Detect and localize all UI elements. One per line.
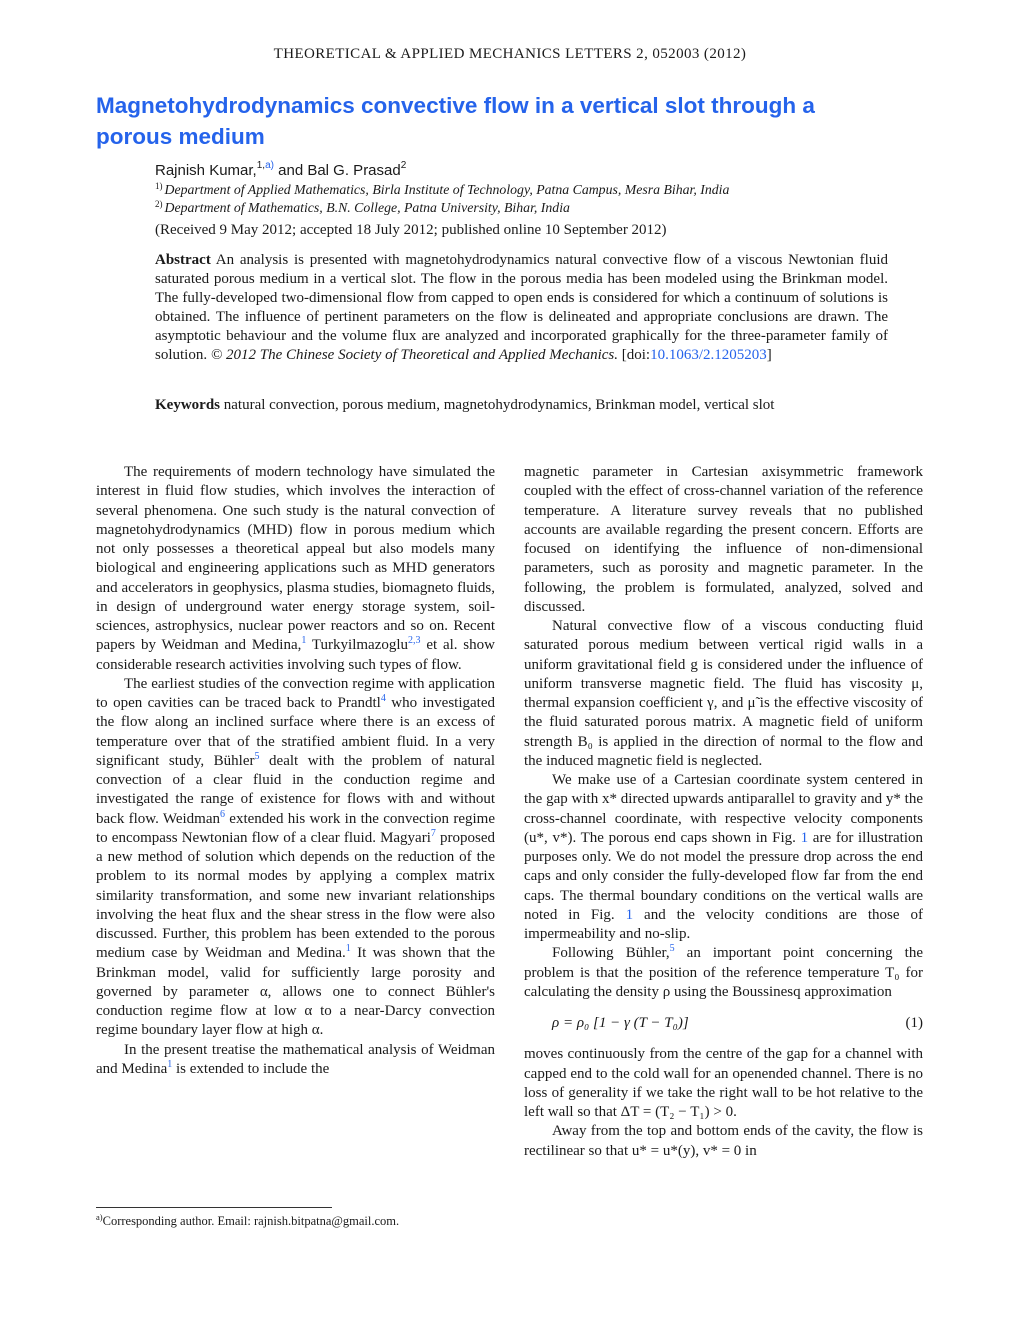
footnote-mark: a) bbox=[96, 1212, 103, 1222]
abstract-text: An analysis is presented with magnetohydrodynamics natural convective flow of a viscous Newtonian fluid saturated porous medium in a vertical slot. The flow in the porous media has been modeled using the Brinkman model. The fully-developed two-dimensional flow from capped to open ends is considered for which a continuum of solutions is obtained. The influence of pertinent parameters on the flow is delineated and appropriate conclusions are drawn. The asymptotic behaviour and the volume flux are analyzed and incorporated graphically for the three-parameter family of solution. bbox=[155, 252, 888, 363]
author-1: Rajnish Kumar, bbox=[155, 162, 257, 179]
copyright-notice: © 2012 The Chinese Society of Theoretical and Applied Mechanics. bbox=[210, 347, 618, 363]
doi-prefix: [doi: bbox=[621, 347, 651, 363]
keywords-text: natural convection, porous medium, magnetohydrodynamics, Brinkman model, vertical slot bbox=[223, 397, 775, 413]
citation-link[interactable]: 1 bbox=[345, 943, 351, 955]
right-column bbox=[524, 463, 923, 1161]
article-title: Magnetohydrodynamics convective flow in a vertical slot through a porous medium bbox=[96, 93, 815, 149]
affiliation-2-text: Department of Mathematics, B.N. College, Patna University, Bihar, India bbox=[164, 200, 570, 215]
citation-link[interactable]: 5 bbox=[254, 750, 260, 762]
footnote-divider bbox=[96, 1207, 332, 1208]
doi-link[interactable]: 10.1063/2.1205203 bbox=[650, 347, 767, 363]
author-line bbox=[155, 160, 406, 179]
footnote-text: Corresponding author. Email: rajnish.bitpatna@gmail.com. bbox=[102, 1214, 400, 1228]
doi-suffix: ] bbox=[766, 347, 772, 363]
abstract-label: Abstract bbox=[155, 252, 211, 268]
affiliation-2 bbox=[155, 199, 570, 216]
citation-link[interactable]: 1 bbox=[301, 635, 307, 647]
author-1-affil-mark: 1,a) bbox=[256, 160, 274, 171]
running-head: THEORETICAL & APPLIED MECHANICS LETTERS 2, 052003 (2012) bbox=[273, 46, 747, 62]
affiliation-1 bbox=[155, 181, 729, 198]
left-paragraph-3: In the present treatise the mathematical analysis of Weidman and Medina$^1$ is extended to include the bbox=[96, 1041, 495, 1077]
figure-link[interactable]: 1 bbox=[800, 829, 809, 846]
equation-1 bbox=[524, 1014, 923, 1033]
right-paragraph-1: magnetic parameter in Cartesian axisymmetric framework coupled with the effect of cross-channel variation of the reference temperature. A literature survey reveals that no published accounts are available regarding the present concern. Efforts are focused on identifying the influence of non-dimensional parameters, such as porosity and magnetic parameter. In the following, the problem is formulated, analyzed, solved and discussed. bbox=[524, 464, 923, 615]
citation-link[interactable]: 5 bbox=[669, 943, 675, 955]
keywords bbox=[155, 396, 888, 415]
figure-link[interactable]: 1 bbox=[625, 906, 634, 923]
affiliation-1-text: Department of Applied Mathematics, Birla Institute of Technology, Patna Campus, Mesra Bihar, India bbox=[164, 182, 730, 197]
right-paragraph-3: We make use of a Cartesian coordinate system centered in the gap with x* directed upwards antiparallel to gravity and y* the cross-channel coordinate, with respective velocity components (u*, v*). The porous end caps shown in Fig. 1 are for illustration purposes only. We do not model the pressure drop across the end caps and only consider the fully-developed flow far from the end caps. The thermal boundary conditions on the vertical walls are noted in Fig. 1 and the velocity conditions are those of impermeability and no-slip. bbox=[524, 772, 924, 942]
received-dates: (Received 9 May 2012; accepted 18 July 2012; published online 10 September 2012) bbox=[155, 222, 667, 238]
left-paragraph-1: The requirements of modern technology have simulated the interest in fluid flow studies, which involves the interaction of several phenomena. One such study is the natural convection of magnetohydrodynamics (MHD) flow in porous medium which not only possesses a theoretical appeal but also models many biological and engineering applications such as MHD generators and accelerators in geophysics, plasma studies, biomagneto fluids, in design of underground water energy storage system, soil-sciences, astrophysics, nuclear power reactors and so on. Recent papers by Weidman and Medina,$^1$ Turkyilmazoglu$^{2,3}$ et al. show considerable research activities involving such types of flow. bbox=[96, 464, 495, 673]
left-column bbox=[96, 463, 495, 1079]
author-2-affil-mark: 2 bbox=[400, 160, 407, 171]
citation-link[interactable]: 4 bbox=[380, 693, 386, 704]
citation-link[interactable]: 7 bbox=[430, 827, 436, 839]
left-paragraph-2: The earliest studies of the convection regime with application to open cavities can be traced back to Prandtl$^4$ who investigated the flow along an inclined surface where there is an excess of temperature over that of the stratified ambient fluid. In a very significant study, Bühler$^5$ dealt with the problem of natural convection of a clear fluid in the conduction regime and investigated the range of existence for flows with and without back flow. Weidman$^6$ extended his work in the convection regime to encompass Newtonian flow of a clear fluid. Magyari$^7$ proposed a new method of solution which depends on the reduction of the problem to its normal modes by applying a complex matrix similarity transformation, and some new invariant relationships involving the heat flux and the shear stress in the flow were also discussed. Further, this problem has been extended to the porous medium case by Weidman and Medina.$^1$ It was shown that the Brinkman model, valid for sufficiently large porosity and governed by parameter α, allows one to connect Bühler's conduction regime flow at low α to a near-Darcy convection regime boundary layer flow at high α. bbox=[96, 675, 495, 1039]
citation-link[interactable]: 1 bbox=[167, 1058, 173, 1070]
affiliation-2-mark: 2) bbox=[155, 199, 163, 209]
equation-number: (1) bbox=[905, 1015, 923, 1031]
citation-link[interactable]: 6 bbox=[220, 808, 226, 820]
keywords-label: Keywords bbox=[155, 397, 220, 413]
right-paragraph-6: Away from the top and bottom ends of the cavity, the flow is rectilinear so that u* = u*(y), v* = 0 in bbox=[524, 1123, 923, 1159]
abstract bbox=[155, 251, 888, 365]
affiliation-1-mark: 1) bbox=[155, 181, 163, 191]
equation-body: ρ = ρ₀ [1 − γ (T − T₀)] bbox=[552, 1015, 689, 1031]
right-paragraph-5: moves continuously from the centre of the gap for a channel with capped end to the cold wall for an openended channel. There is no loss of generality if we take the right wall to be hot relative to the left wall so that ΔT = (T₂ − T₁) > 0. bbox=[524, 1046, 923, 1120]
citation-link[interactable]: 2,3 bbox=[408, 635, 421, 647]
right-paragraph-2: Natural convective flow of a viscous conducting fluid saturated porous medium between vertical rigid walls in a uniform gravitational field g is considered under the influence of uniform transverse magnetic field. The fluid has viscosity μ, thermal expansion coefficient γ, and μ̃ is the effective viscosity of the fluid saturated porous matrix. A magnetic field of uniform strength B₀ is applied in the direction of normal to the flow and the induced magnetic field is neglected. bbox=[524, 618, 923, 769]
corresponding-author-link[interactable]: a) bbox=[265, 160, 274, 171]
right-paragraph-4: Following Bühler,$^5$ an important point concerning the problem is that the position of the reference temperature T₀ for calculating the density ρ using the Boussinesq approximation bbox=[524, 943, 924, 1000]
footnote bbox=[96, 1212, 399, 1229]
author-2: and Bal G. Prasad bbox=[278, 162, 401, 179]
